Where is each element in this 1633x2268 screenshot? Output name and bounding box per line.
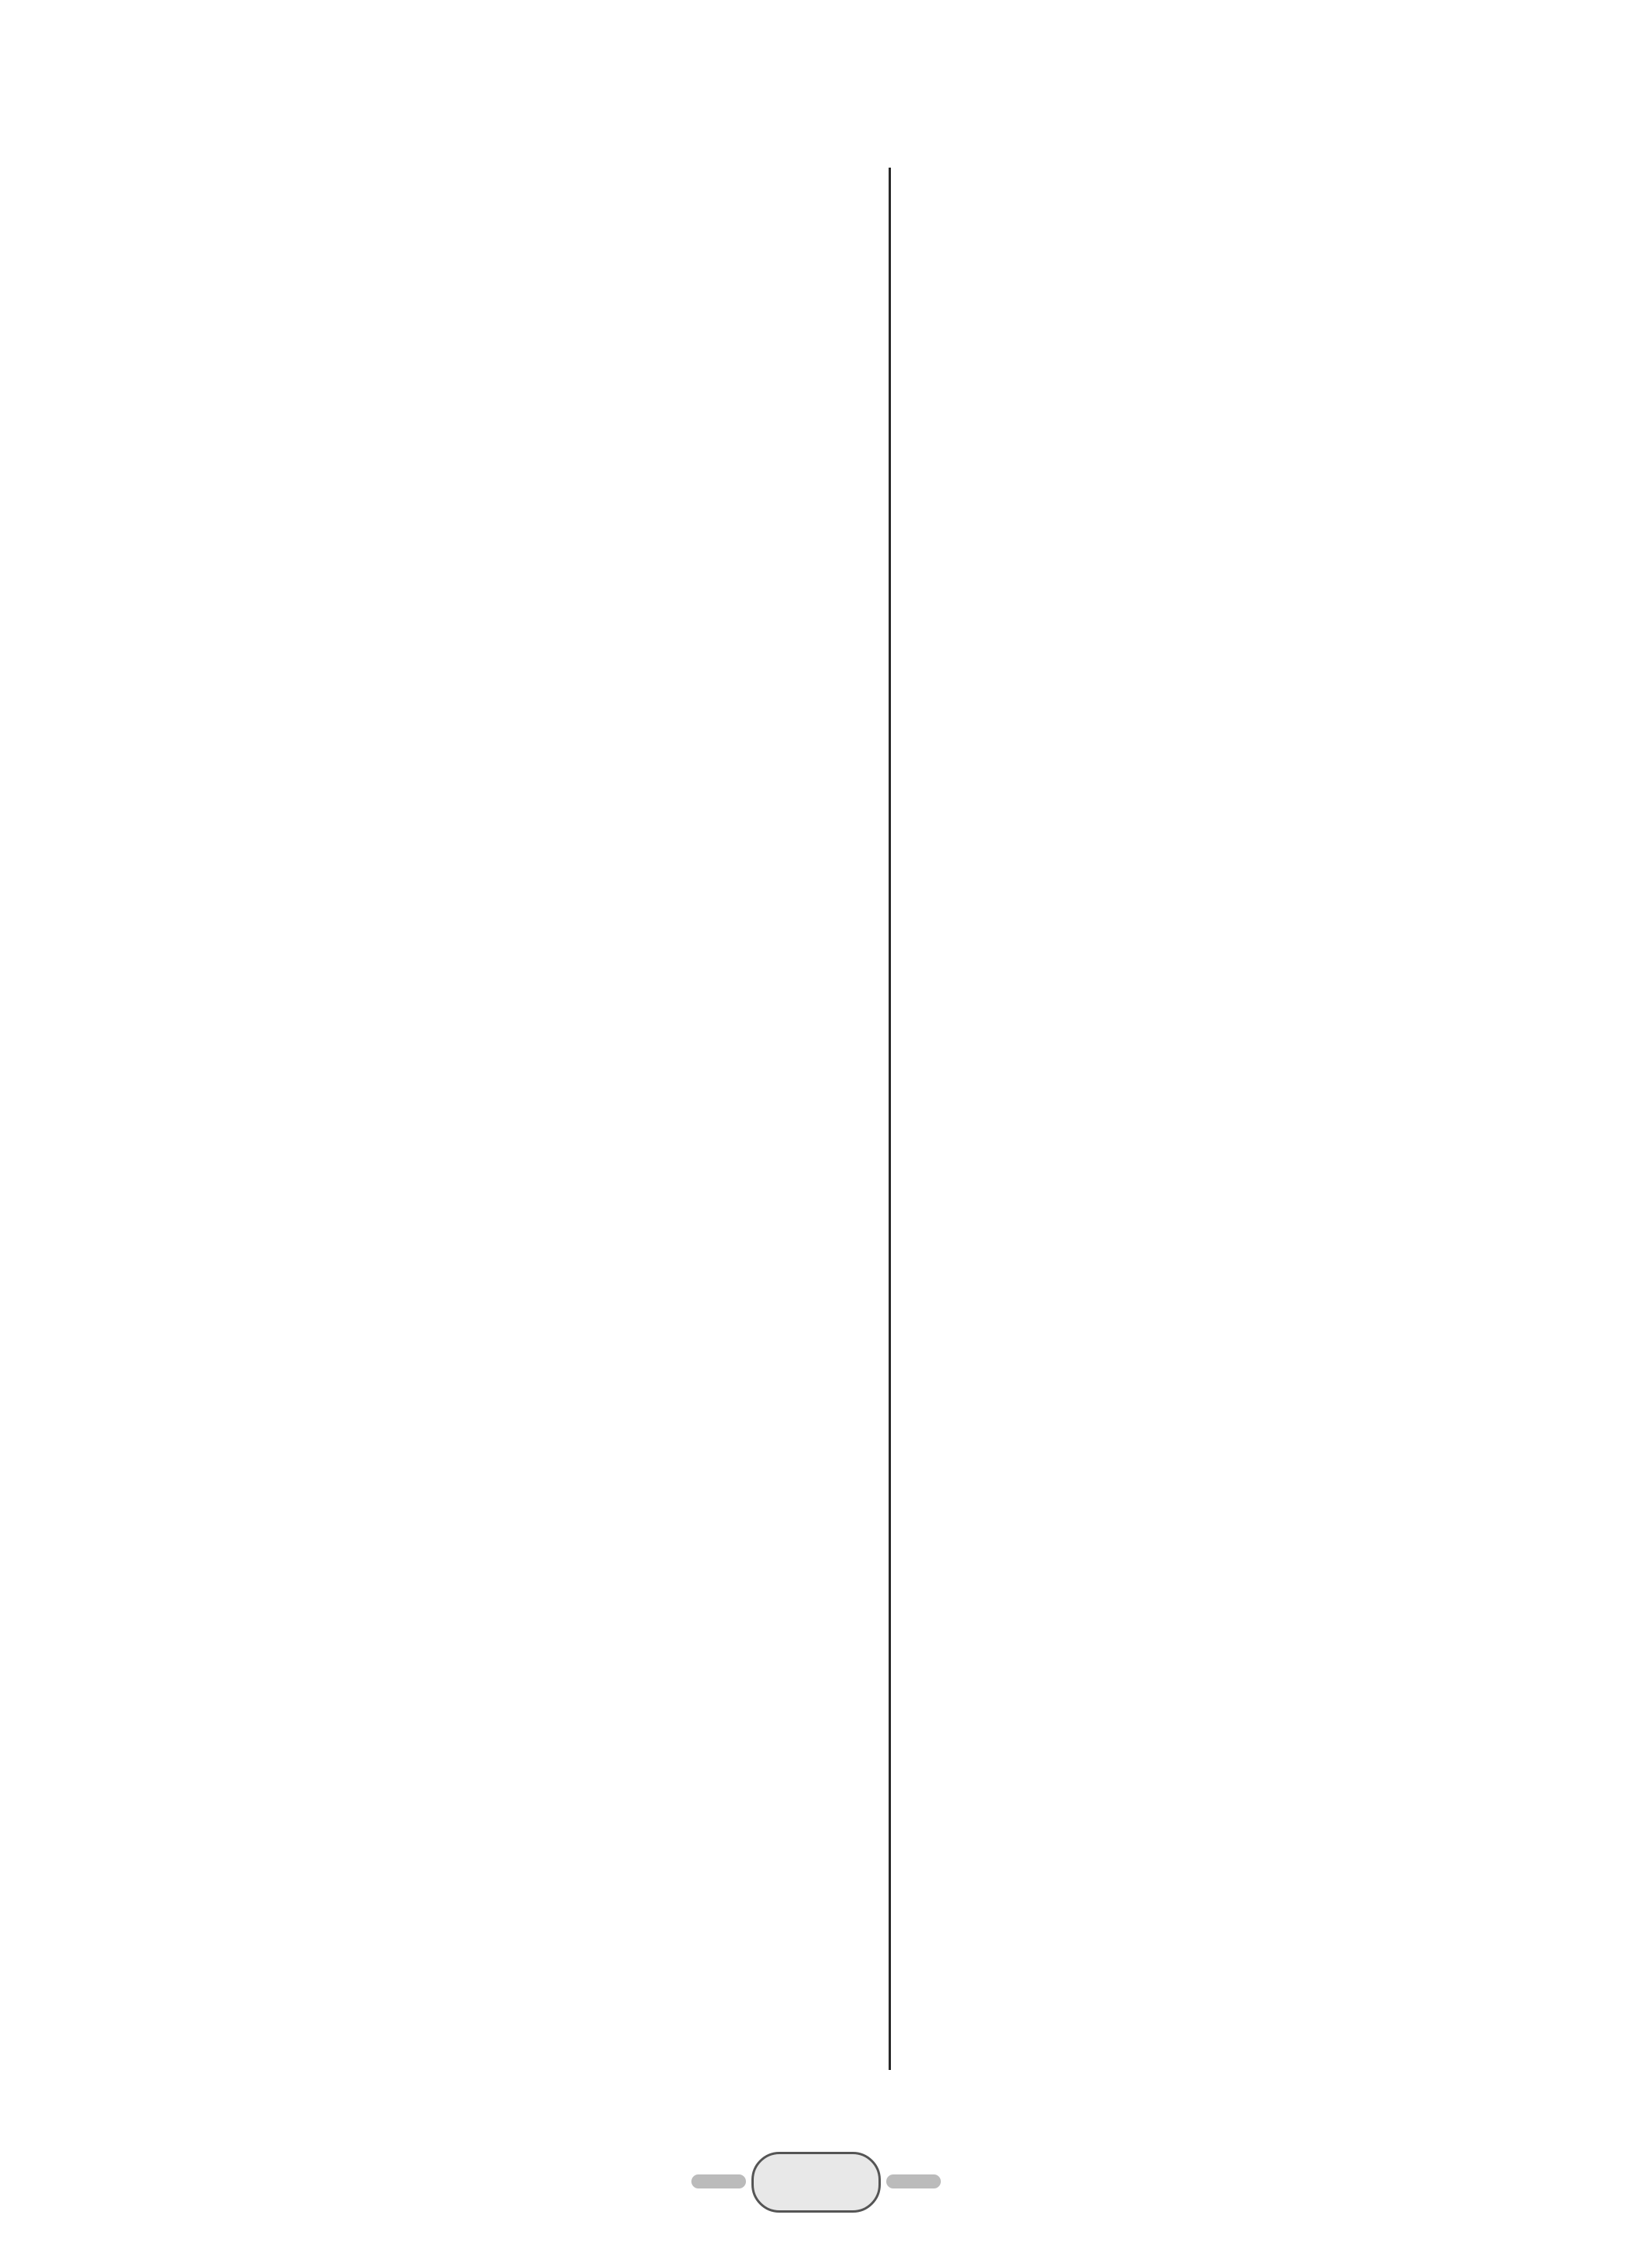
column-divider	[889, 168, 891, 2070]
page-number	[751, 2152, 881, 2213]
